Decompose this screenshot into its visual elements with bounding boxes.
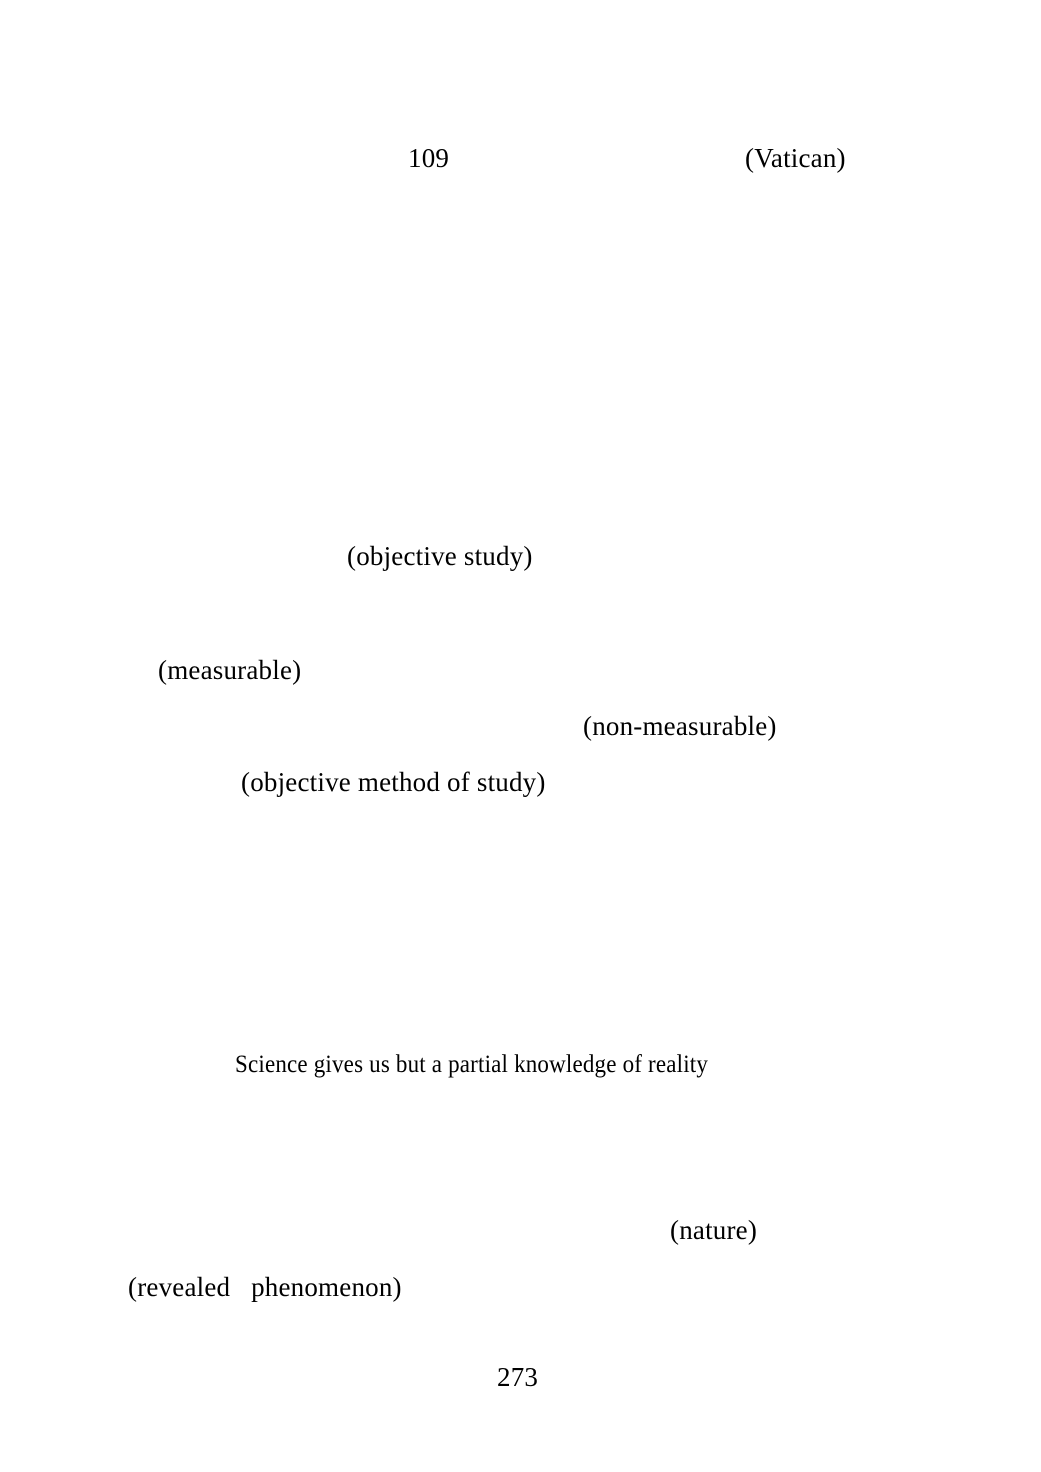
page-number: 273	[497, 1362, 539, 1392]
term-vatican: (Vatican)	[745, 143, 846, 173]
term-revealed-phenomenon: (revealed phenomenon)	[128, 1272, 402, 1302]
term-objective-study: (objective study)	[347, 541, 533, 571]
term-objective-method: (objective method of study)	[241, 767, 546, 797]
term-nature: (nature)	[670, 1215, 758, 1245]
quote-science: Science gives us but a partial knowledge of reality	[235, 1051, 709, 1078]
term-non-measurable: (non-measurable)	[583, 711, 777, 741]
term-measurable: (measurable)	[158, 655, 302, 685]
reference-number: 109	[408, 143, 450, 173]
